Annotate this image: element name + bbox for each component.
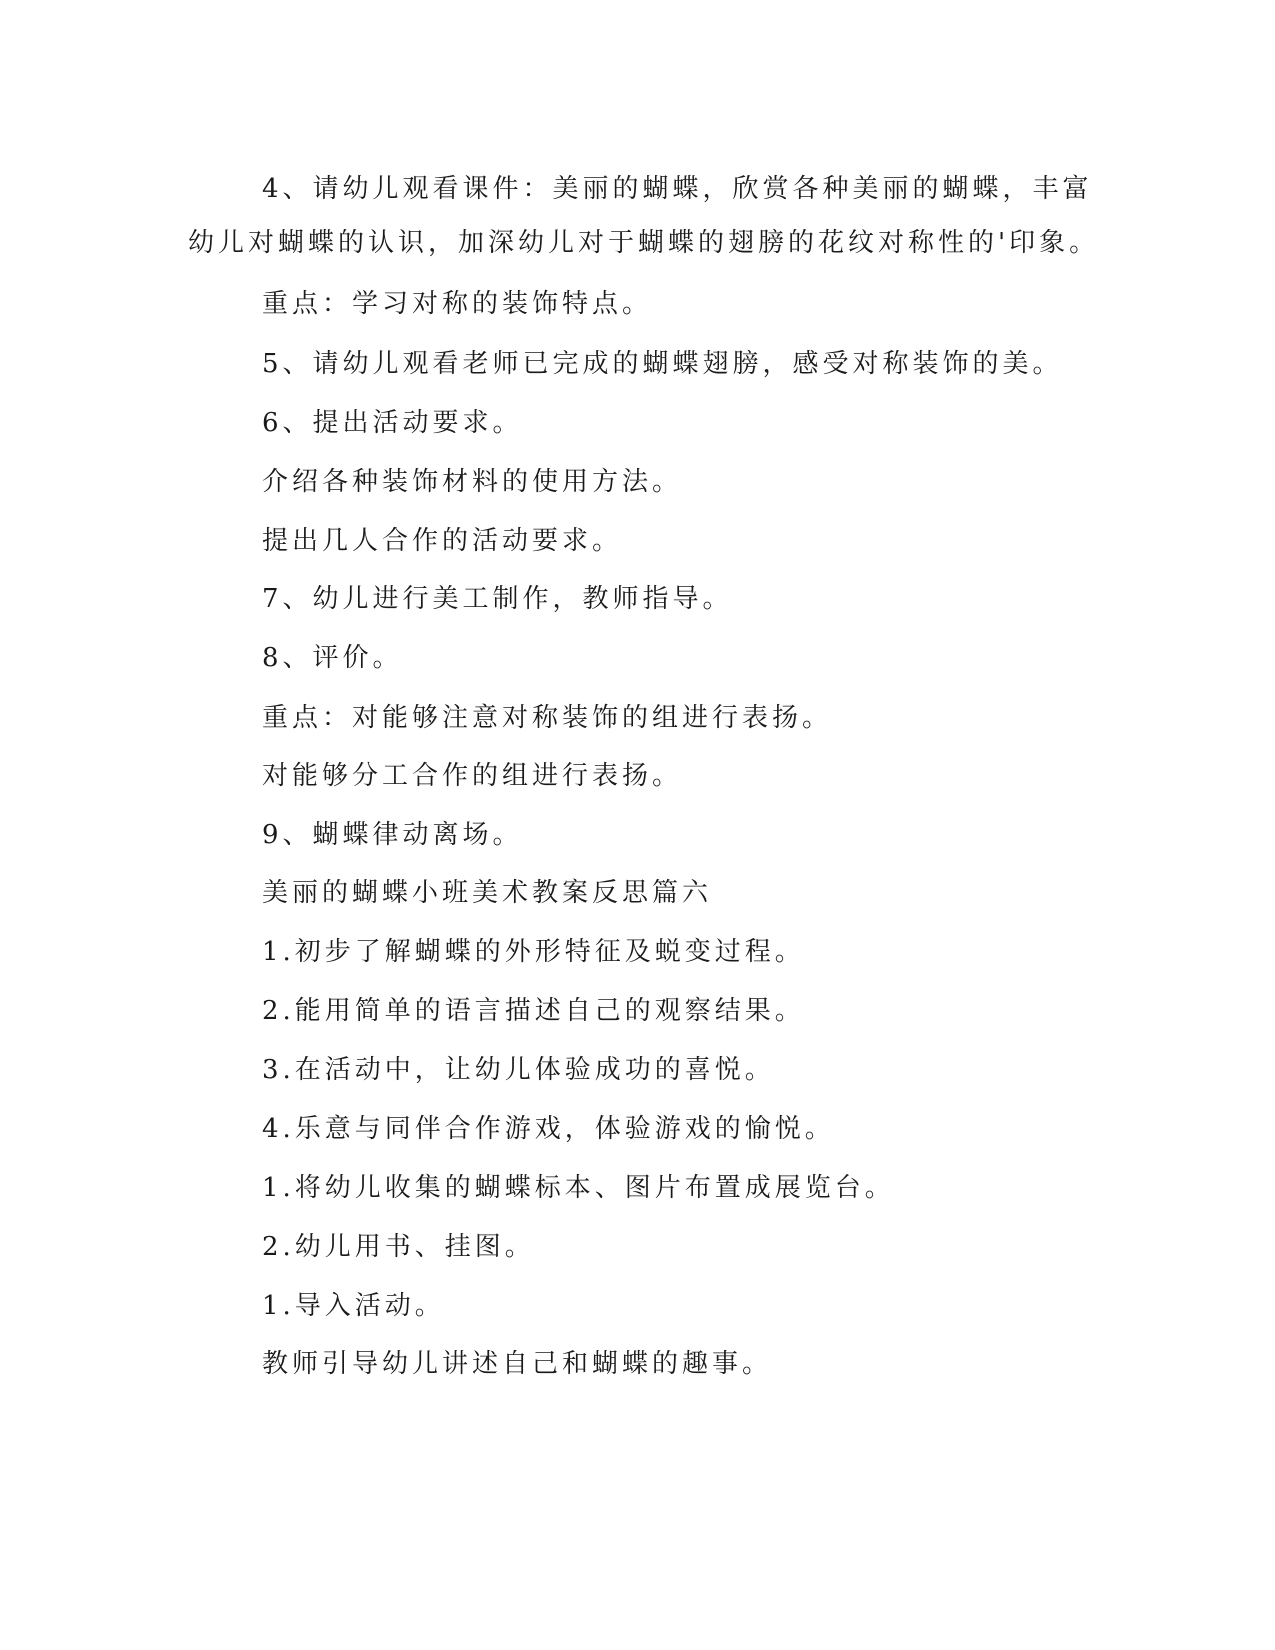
paragraph-line: 4、请幼儿观看课件：美丽的蝴蝶，欣赏各种美丽的蝴蝶，丰富 (262, 174, 1093, 204)
paragraph-line: 1.将幼儿收集的蝴蝶标本、图片布置成展览台。 (262, 1173, 895, 1203)
paragraph-line: 重点：学习对称的装饰特点。 (262, 289, 653, 319)
paragraph-line: 提出几人合作的活动要求。 (262, 526, 623, 556)
paragraph-line: 9、蝴蝶律动离场。 (262, 820, 523, 850)
paragraph-line: 6、提出活动要求。 (262, 408, 523, 438)
paragraph-line: 介绍各种装饰材料的使用方法。 (262, 467, 683, 497)
paragraph-line: 4.乐意与同伴合作游戏，体验游戏的愉悦。 (262, 1114, 835, 1144)
paragraph-line: 1.导入活动。 (262, 1291, 445, 1321)
paragraph-line: 7、幼儿进行美工制作，教师指导。 (262, 584, 733, 614)
paragraph-line: 重点：对能够注意对称装饰的组进行表扬。 (262, 703, 833, 733)
paragraph-line: 2.能用简单的语言描述自己的观察结果。 (262, 996, 805, 1026)
section-heading: 美丽的蝴蝶小班美术教案反思篇六 (262, 878, 713, 908)
paragraph-line: 幼儿对蝴蝶的认识，加深幼儿对于蝴蝶的翅膀的花纹对称性的'印象。 (188, 228, 1100, 258)
paragraph-line: 8、评价。 (262, 643, 403, 673)
paragraph-line: 对能够分工合作的组进行表扬。 (262, 761, 683, 791)
paragraph-line: 3.在活动中，让幼儿体验成功的喜悦。 (262, 1055, 775, 1085)
paragraph-line: 教师引导幼儿讲述自己和蝴蝶的趣事。 (262, 1349, 773, 1379)
paragraph-line: 5、请幼儿观看老师已完成的蝴蝶翅膀，感受对称装饰的美。 (262, 349, 1063, 379)
paragraph-line: 2.幼儿用书、挂图。 (262, 1232, 535, 1262)
paragraph-line: 1.初步了解蝴蝶的外形特征及蜕变过程。 (262, 937, 805, 967)
